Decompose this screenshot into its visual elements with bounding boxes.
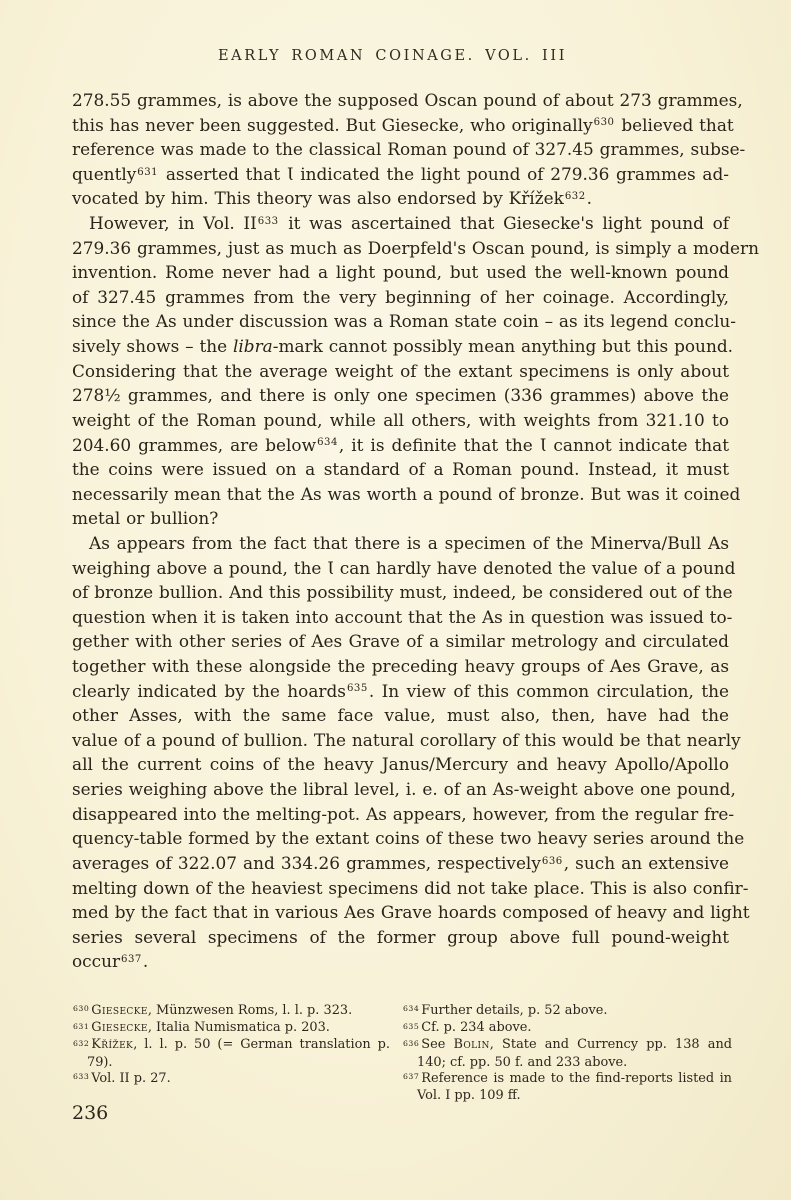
- paragraph: [72, 531, 750, 972]
- footnote-number: 636: [403, 1038, 420, 1048]
- footnote-number: 630: [73, 1004, 90, 1014]
- footnote-number: 632: [73, 1038, 90, 1048]
- footnote-number: 633: [73, 1072, 90, 1082]
- page-number: 236: [72, 1102, 109, 1124]
- footnote-ref: 630: [593, 117, 615, 129]
- footnote-item: $^{637}$ Reference is made to the find-reports listed in Vol. I pp. 109 ff.: [403, 1070, 732, 1104]
- footnote-ref: 631: [137, 166, 159, 178]
- body-line: value of a pound of bullion. The natural corollary of this would be that nearly: [72, 729, 741, 750]
- body-line: gether with other series of Aes Grave of a similar metrology and circulated: [72, 631, 729, 652]
- body-line: this has never been suggested. But Giesecke, who originally$^{630}$ believed that: [72, 114, 734, 135]
- body-line: med by the fact that in various Aes Grave hoards composed of heavy and light: [72, 902, 750, 923]
- footnotes-column-right: [402, 1003, 732, 1104]
- running-header: EARLY ROMAN COINAGE. VOL. III: [217, 48, 568, 64]
- footnote-ref: 633: [257, 215, 279, 227]
- body-line: series weighing above the libral level, i. e. of an As-weight above one pound,: [72, 779, 736, 800]
- footnote-item: $^{630}$ Giesecke, Münzwesen Roms, l. l. p. 323.: [73, 1003, 353, 1018]
- footnotes-column-left: [72, 1003, 390, 1104]
- footnote-item: $^{635}$ Cf. p. 234 above.: [403, 1020, 532, 1036]
- styled-text: Giesecke: [91, 1003, 148, 1018]
- footnote-number: 634: [403, 1004, 420, 1014]
- body-line: quently$^{631}$ asserted that Ɩ indicated the light pound of 279.36 grammes ad-: [72, 163, 729, 184]
- footnote-item: $^{631}$ Giesecke, Italia Numismatica p. 203.: [73, 1020, 330, 1036]
- body-line: sively shows – the libra-mark cannot possibly mean anything but this pound.: [72, 336, 733, 357]
- body-line: 278.55 grammes, is above the supposed Oscan pound of about 273 grammes,: [72, 90, 743, 110]
- body-line: all the current coins of the heavy Janus/Mercury and heavy Apollo/Apollo: [72, 754, 729, 775]
- footnote-item: $^{634}$ Further details, p. 52 above.: [403, 1003, 608, 1018]
- body-line: melting down of the heaviest specimens did not take place. This is also confir-: [72, 877, 749, 898]
- body-line: invention. Rome never had a light pound, but used the well-known pound: [72, 262, 729, 283]
- body-line: series several specimens of the former group above full pound-weight occur$^{637}$.: [72, 926, 729, 972]
- styled-text: Křížek: [91, 1037, 134, 1053]
- body-line: metal or bullion?: [72, 508, 219, 529]
- body-line: quency-table formed by the extant coins of these two heavy series around the: [72, 828, 745, 849]
- body-line: However, in Vol. II$^{633}$ it was ascertained that Giesecke's light pound of: [89, 213, 729, 234]
- footnote-ref: 632: [564, 191, 586, 203]
- body-line: clearly indicated by the hoards$^{635}$. In view of this common circulation, the: [72, 680, 730, 701]
- styled-text: libra: [232, 336, 273, 357]
- footnote-ref: 636: [541, 855, 563, 867]
- body-line: together with these alongside the preceding heavy groups of Aes Grave, as: [72, 656, 729, 677]
- body-line: since the As under discussion was a Roman state coin – as its legend conclu-: [72, 311, 736, 332]
- body-line: 204.60 grammes, are below$^{634}$, it is definite that the Ɩ cannot indicate that: [72, 434, 729, 455]
- body-line: averages of 322.07 and 334.26 grammes, respectively$^{636}$, such an extensive: [72, 852, 729, 873]
- body-line: As appears from the fact that there is a specimen of the Minerva/Bull As: [89, 532, 729, 553]
- body-line: of bronze bullion. And this possibility must, indeed, be considered out of the: [72, 582, 733, 603]
- body-text-block: [72, 88, 759, 972]
- footnote-item: $^{633}$ Vol. II p. 27.: [73, 1070, 171, 1086]
- footnotes-section: [72, 1003, 732, 1104]
- body-line: Considering that the average weight of the extant specimens is only about: [72, 360, 729, 381]
- footnote-ref: 635: [346, 683, 368, 695]
- body-line: the coins were issued on a standard of a Roman pound. Instead, it must: [72, 459, 729, 480]
- body-line: necessarily mean that the As was worth a pound of bronze. But was it coined: [72, 483, 741, 504]
- footnote-ref: 634: [317, 437, 338, 449]
- footnote-number: 631: [73, 1021, 90, 1031]
- styled-text: Giesecke: [91, 1020, 148, 1036]
- body-line: of 327.45 grammes from the very beginning of her coinage. Accordingly,: [72, 286, 729, 307]
- body-line: 279.36 grammes, just as much as Doerpfeld's Oscan pound, is simply a modern: [72, 237, 759, 258]
- footnote-ref: 637: [121, 954, 142, 966]
- paragraph: [72, 211, 759, 531]
- styled-text: Bolin: [453, 1037, 490, 1053]
- footnote-item: $^{636}$ See Bolin, State and Currency pp. 138 and 140; cf. pp. 50 f. and 233 above.: [403, 1037, 733, 1070]
- body-line: reference was made to the classical Roman pound of 327.45 grammes, subse-: [72, 139, 746, 160]
- body-line: other Asses, with the same face value, must also, then, have had the: [72, 705, 729, 726]
- body-line: weighing above a pound, the Ɩ can hardly have denoted the value of a pound: [72, 557, 736, 578]
- paragraph: [72, 88, 746, 211]
- footnote-number: 637: [403, 1072, 420, 1082]
- footnote-number: 635: [403, 1021, 420, 1031]
- body-line: question when it is taken into account that the As in question was issued to-: [72, 606, 733, 627]
- body-line: weight of the Roman pound, while all others, with weights from 321.10 to: [72, 409, 729, 430]
- footnote-item: $^{632}$ Křížek, l. l. p. 50 (= German translation p. 79).: [73, 1037, 390, 1070]
- body-line: vocated by him. This theory was also endorsed by Křížek$^{632}$.: [72, 188, 593, 209]
- body-line: disappeared into the melting-pot. As appears, however, from the regular fre-: [72, 803, 735, 824]
- body-line: 278½ grammes, and there is only one specimen (336 grammes) above the: [72, 385, 729, 406]
